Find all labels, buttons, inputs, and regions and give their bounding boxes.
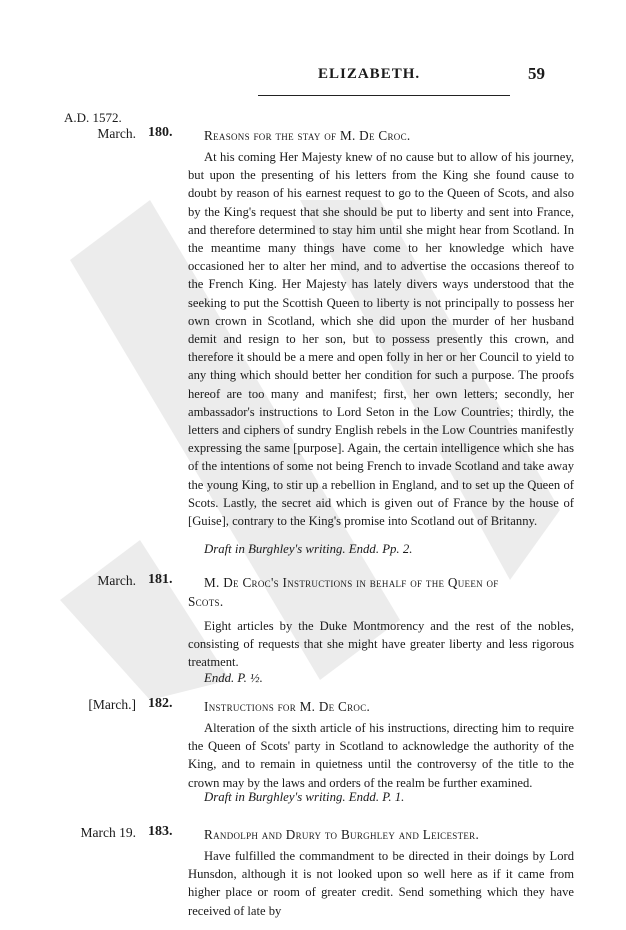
- entry-date: March 19.: [80, 825, 136, 840]
- entry-number: 181.: [148, 572, 173, 587]
- entry-heading-text: M. De Croc's Instructions in behalf of the Queen of: [204, 575, 499, 590]
- entry-date: [March.]: [88, 697, 136, 712]
- entry-number: 182.: [148, 696, 173, 711]
- entry-heading: [204, 825, 576, 844]
- header-rule: [258, 95, 510, 96]
- entry-date: March.: [97, 573, 136, 588]
- entry-heading-continued: Scots.: [188, 594, 224, 609]
- entry-body: Have fulfilled the commandment to be directed in their doings by Lord Hunsdon, although it is not looked upon so well here as if it came from higher place or room of greater credit. Send something which they have received of late by: [188, 849, 574, 918]
- entry-body: Alteration of the sixth article of his instructions, directing him to require the Queen of Scots' party in Scotland to acknowledge the authority of the King, and to remain in quietness until the controversy of the title to the crown may by the laws and orders of the realm be further examined.: [188, 721, 574, 790]
- entry-date: March.: [97, 126, 136, 141]
- entry-heading: [204, 697, 576, 716]
- entry-body: Eight articles by the Duke Montmorency and the rest of the nobles, consisting of requests that she might have greater liberty and less rigorous treatment.: [188, 619, 574, 670]
- entry-number: 180.: [148, 125, 173, 140]
- entry-heading-text: Randolph and Drury to Burghley and Leicester.: [204, 827, 480, 842]
- entry-endorsement: Draft in Burghley's writing. Endd. Pp. 2.: [204, 542, 413, 556]
- running-header-title: ELIZABETH.: [318, 66, 421, 82]
- entry-body: At his coming Her Majesty knew of no cause but to allow of his journey, but upon the presenting of his letters from the King she found cause to doubt by reason of his earnest request to go to the Queen of Scots, and also by the King's request that she should be put to liberty and sent into France, and therefore determined to stay him until she might hear from Scotland. In the meantime many things have come to her knowledge which have occasioned her to alter her mind, and to advertise the occasions thereof to the French King. Her Majesty has lately divers ways understood that the seeking to put the Scottish Queen to liberty is not principally to possess her own crown in Scotland, which she did upon the murder of her husband demit and resign to her son, but to possess presently this crown, and therefore it should be a mere and open folly in her or her Council to yield to any thing which should better her condition for such a purpose. The proofs hereof are too many and manifest; first, her own letters; secondly, her ambassador's instructions to Lord Seton in the Low Countries; thirdly, the letters and ciphers of sundry English rebels in the Low Countries manifestly expressing the same [purpose]. Again, the certain intelligence which she has of the intentions of some not being French to invade Scotland and take away the young King, to stir up a rebellion in England, and to set up the Queen of Scots. Lastly, the secret aid which is given out of France by the house of [Guise], contrary to the King's promise into Scotland out of Britanny.: [188, 150, 574, 529]
- entry-number: 183.: [148, 824, 173, 839]
- entry-heading-text: Instructions for M. De Croc.: [204, 699, 371, 714]
- entry-heading: [204, 126, 576, 145]
- entry-endorsement: Endd. P. ½.: [204, 671, 263, 685]
- entry-heading-text: Reasons for the stay of M. De Croc.: [204, 128, 411, 143]
- year-label: A.D. 1572.: [64, 110, 122, 125]
- entry-endorsement: Draft in Burghley's writing. Endd. P. 1.: [204, 790, 405, 804]
- page-number: 59: [528, 64, 545, 83]
- entry-heading: [188, 573, 576, 611]
